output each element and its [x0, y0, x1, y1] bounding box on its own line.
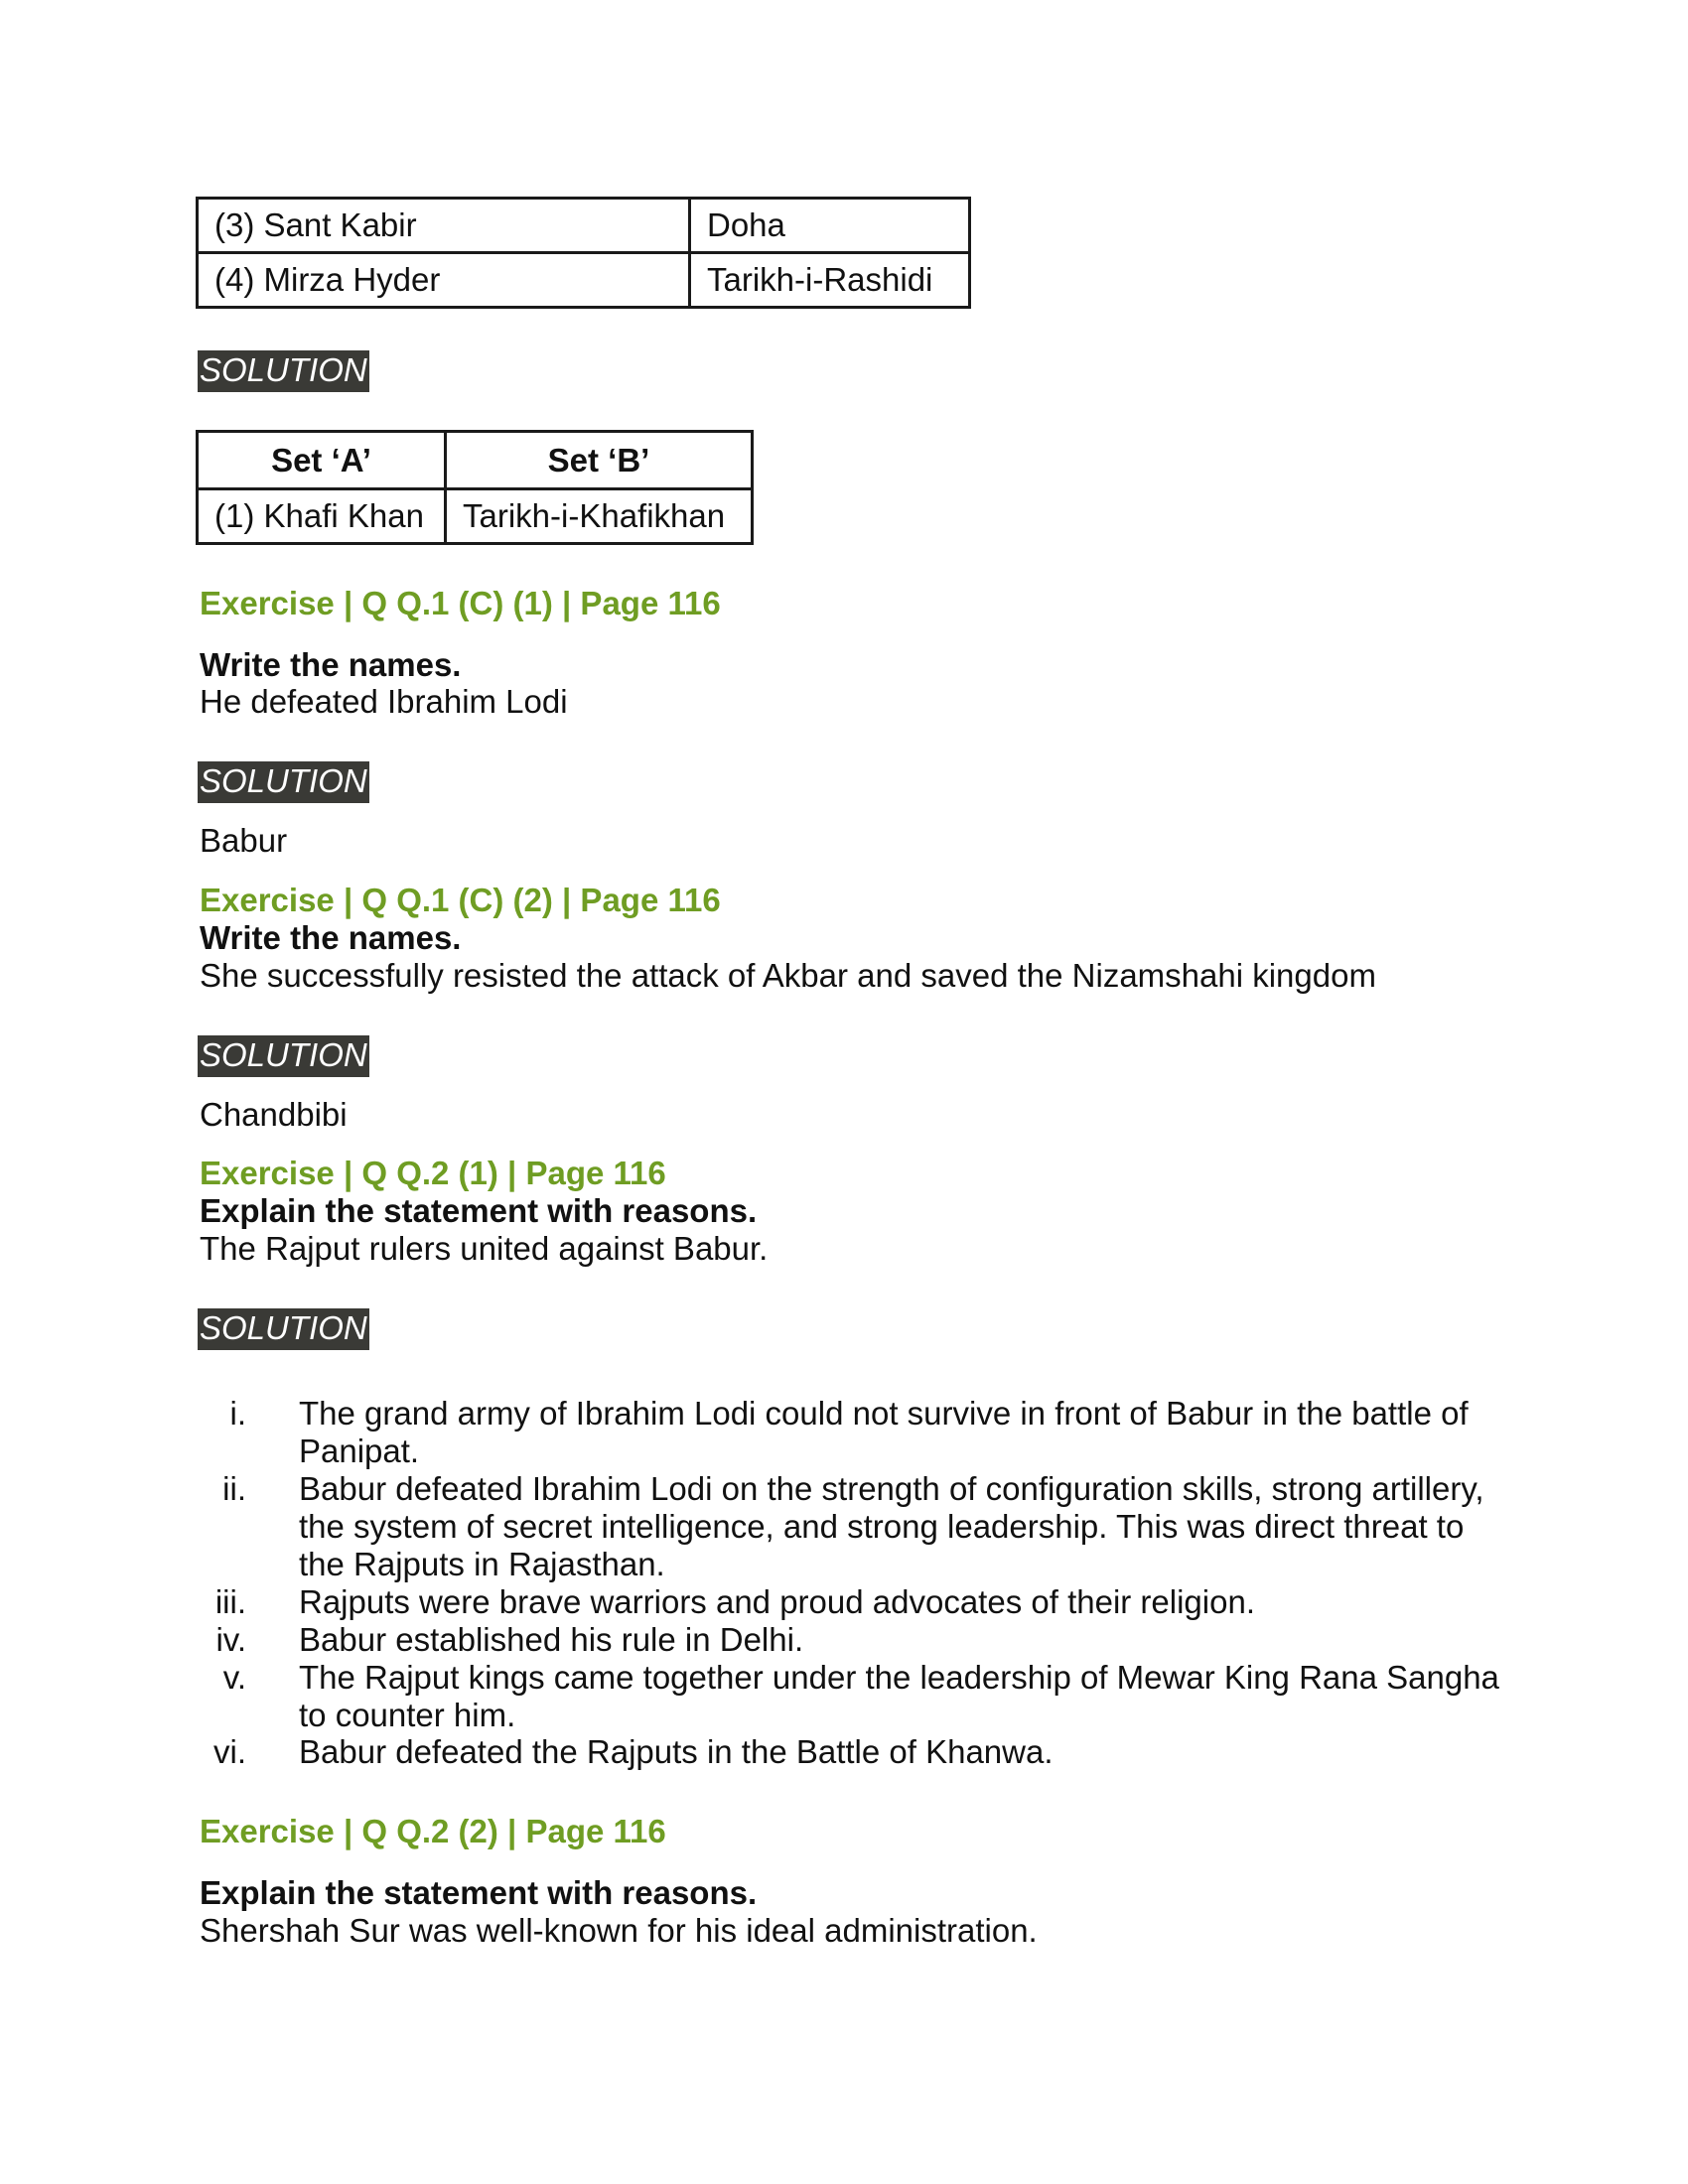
table-cell-left: (3) Sant Kabir [198, 199, 690, 253]
exercise-heading: Exercise | Q Q.1 (C) (2) | Page 116 [200, 882, 721, 918]
solution-label: SOLUTION [198, 1035, 369, 1077]
table-cell-right: Tarikh-i-Khafikhan [446, 489, 753, 544]
table-header-set-b: Set ‘B’ [446, 432, 753, 489]
table-row [198, 199, 970, 253]
table-header-set-a: Set ‘A’ [198, 432, 446, 489]
list-item-number: vi. [213, 1733, 246, 1770]
list-item: Rajputs were brave warriors and proud advocates of their religion. [299, 1583, 1255, 1620]
question-text: She successfully resisted the attack of Akbar and saved the Nizamshahi kingdom [200, 957, 1376, 994]
list-item: Babur defeated the Rajputs in the Battle of Khanwa. [299, 1733, 1054, 1770]
answer-text: Chandbibi [200, 1096, 348, 1133]
match-table-top [196, 197, 971, 309]
list-item-number: i. [229, 1395, 246, 1432]
instruction-text: Write the names. [200, 646, 462, 683]
solution-label: SOLUTION [198, 350, 369, 392]
exercise-heading: Exercise | Q Q.2 (2) | Page 116 [200, 1813, 666, 1849]
instruction-text: Explain the statement with reasons. [200, 1874, 758, 1911]
list-item: The grand army of Ibrahim Lodi could not survive in front of Babur in the battle of Panipat. [299, 1395, 1469, 1469]
question-text: The Rajput rulers united against Babur. [200, 1230, 769, 1267]
match-table-set [196, 430, 754, 545]
instruction-text: Write the names. [200, 919, 462, 956]
answer-text: Babur [200, 822, 288, 859]
solution-label: SOLUTION [198, 1308, 369, 1350]
list-item-number: v. [222, 1659, 246, 1696]
table-cell-left: (4) Mirza Hyder [198, 253, 690, 308]
table-cell-right: Doha [690, 199, 970, 253]
table-row [198, 253, 970, 308]
question-text: He defeated Ibrahim Lodi [200, 683, 568, 720]
question-text: Shershah Sur was well-known for his ideal administration. [200, 1912, 1038, 1949]
table-cell-right: Tarikh-i-Rashidi [690, 253, 970, 308]
table-cell-left: (1) Khafi Khan [198, 489, 446, 544]
instruction-text: Explain the statement with reasons. [200, 1192, 758, 1229]
table-header-row [198, 432, 753, 489]
list-item: Babur established his rule in Delhi. [299, 1621, 804, 1658]
exercise-heading: Exercise | Q Q.2 (1) | Page 116 [200, 1155, 666, 1191]
solution-label: SOLUTION [198, 761, 369, 803]
list-item-number: ii. [222, 1470, 246, 1507]
list-item: Babur defeated Ibrahim Lodi on the strength of configuration skills, strong artillery, the system of secret intelligence, and strong leadership. This was direct threat to the Rajputs in Rajasthan. [299, 1470, 1484, 1582]
list-item-number: iv. [215, 1621, 246, 1658]
exercise-heading: Exercise | Q Q.1 (C) (1) | Page 116 [200, 585, 721, 621]
list-item-number: iii. [214, 1583, 246, 1620]
list-item: The Rajput kings came together under the leadership of Mewar King Rana Sangha to counter him. [299, 1659, 1499, 1733]
table-row [198, 489, 753, 544]
